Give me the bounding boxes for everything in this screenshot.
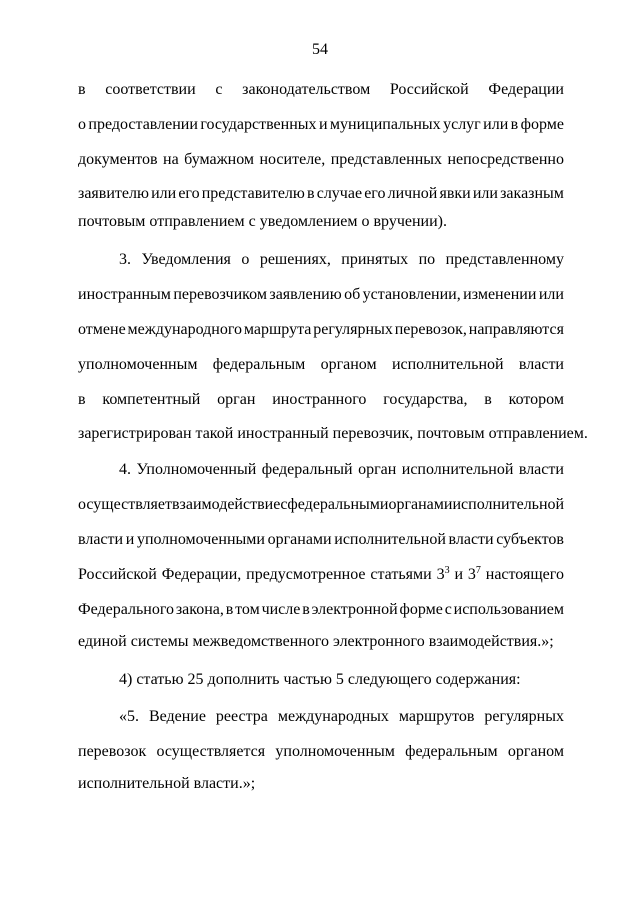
text-line: 4) статью 25 дополнить частью 5 следующего содержания: (119, 671, 521, 688)
text-line: осуществляет взаимодействие с федеральными органами исполнительной (78, 496, 565, 513)
text-line: в компетентный орган иностранного государства, в котором (78, 391, 564, 408)
text-line: почтовым отправлением с уведомлением о вручении). (78, 213, 447, 230)
text-line: отмене международного маршрута регулярных перевозок, направляются (78, 321, 564, 338)
text-line: в соответствии с законодательством Российской Федерации (78, 81, 564, 98)
text-line: Федерального закона, в том числе в электронной форме с использованием (78, 601, 564, 618)
text-line: исполнительной власти.»; (78, 775, 256, 792)
text-line: «5. Ведение реестра международных маршрутов регулярных (119, 708, 564, 725)
text-line: 3. Уведомления о решениях, принятых по представленному (119, 251, 564, 268)
text-line: уполномоченным федеральным органом исполнительной власти (78, 356, 564, 373)
text-line: 4. Уполномоченный федеральный орган исполнительной власти (119, 461, 564, 478)
page-number: 54 (312, 41, 328, 58)
text-line: документов на бумажном носителе, представленных непосредственно (78, 151, 564, 168)
text-line: о предоставлении государственных и муниципальных услуг или в форме (78, 116, 564, 133)
text-line: единой системы межведомственного электронного взаимодействия.»; (78, 633, 554, 650)
article-ref: $3^7$ (467, 565, 481, 583)
text-line: иностранным перевозчиком заявлению об установлении, изменении или (78, 286, 564, 303)
text-line: заявителю или его представителю в случае его личной явки или заказным (78, 185, 564, 202)
text-line: перевозок осуществляется уполномоченным федеральным органом (78, 743, 564, 760)
text-line: власти и уполномоченными органами исполнительной власти субъектов (78, 531, 564, 548)
text-line: Российской Федерации, предусмотренное статьями $3^3$ и $3^7$ настоящего (78, 563, 564, 587)
article-ref: $3^3$ (436, 565, 450, 583)
text-line: зарегистрирован такой иностранный перевозчик, почтовым отправлением. (78, 425, 588, 442)
